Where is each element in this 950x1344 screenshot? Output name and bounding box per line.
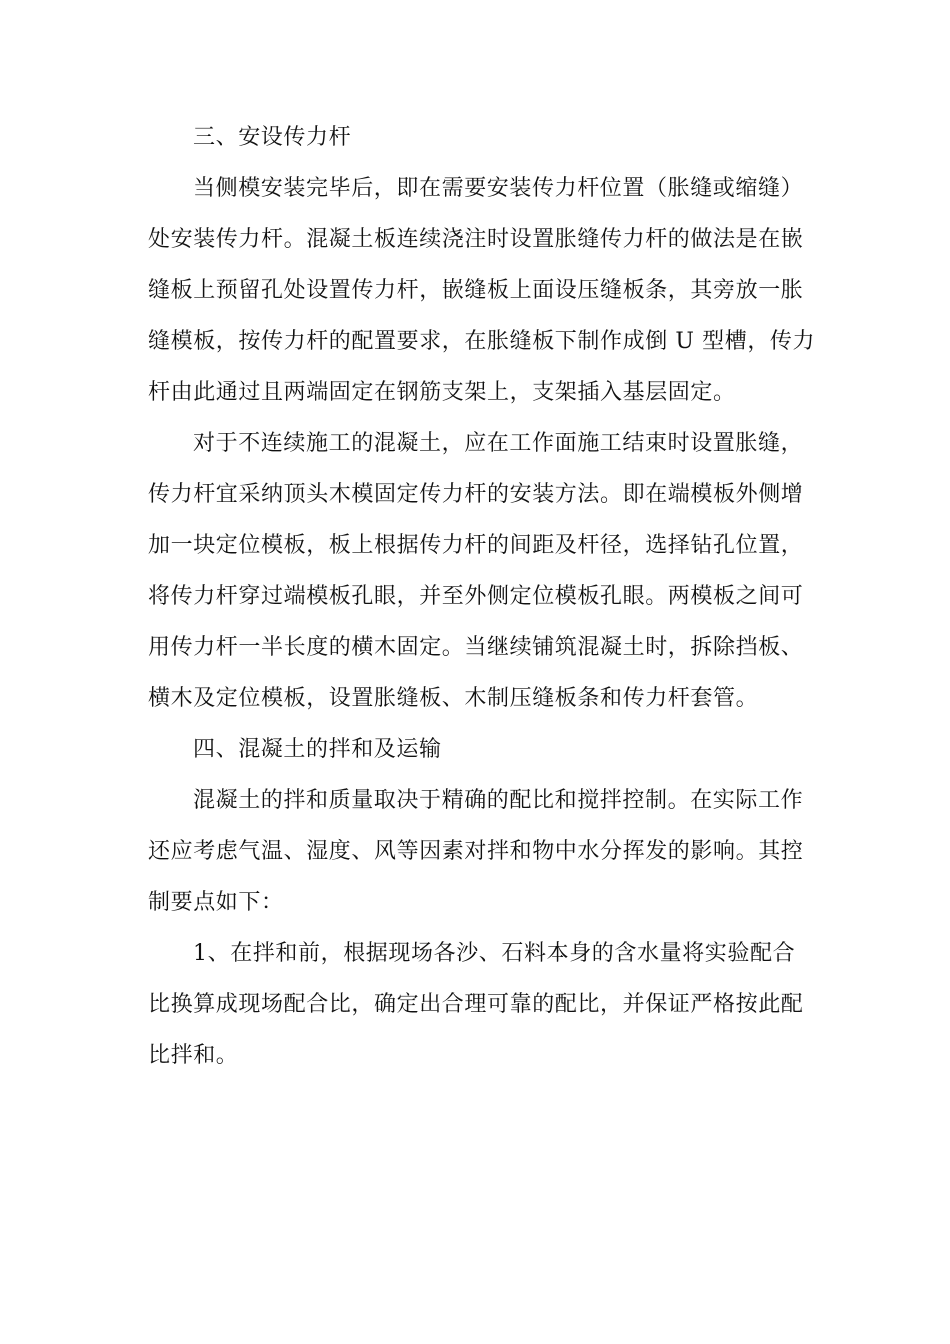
paragraph-line: 传力杆宜采纳顶头木模固定传力杆的安装方法。即在端模板外侧增 (148, 482, 804, 507)
paragraph-line: 横木及定位模板，设置胀缝板、木制压缝板条和传力杆套管。 (148, 686, 759, 711)
paragraph-line: 处安装传力杆。混凝土板连续浇注时设置胀缝传力杆的做法是在嵌 (148, 227, 804, 252)
paragraph-line: 比拌和。 (148, 1043, 239, 1068)
paragraph-line: 加一块定位模板，板上根据传力杆的间距及杆径，选择钻孔位置， (148, 533, 804, 558)
paragraph-line: 比换算成现场配合比，确定出合理可靠的配比，并保证严格按此配 (148, 992, 804, 1017)
paragraph-line: 用传力杆一半长度的横木固定。当继续铺筑混凝土时，拆除挡板、 (148, 635, 804, 660)
paragraph-line: 对于不连续施工的混凝土，应在工作面施工结束时设置胀缝， (193, 431, 804, 456)
section-heading-4 (148, 724, 802, 775)
paragraph-line: 缝板上预留孔处设置传力杆，嵌缝板上面设压缝板条，其旁放一胀 (148, 278, 804, 303)
paragraph-line: 缝模板，按传力杆的配置要求，在胀缝板下制作成倒 U 型槽，传力 (148, 329, 816, 354)
section-heading-3 (148, 112, 802, 163)
paragraph-mix-ratio (148, 928, 802, 1081)
paragraph-line: 杆由此通过且两端固定在钢筋支架上，支架插入基层固定。 (148, 380, 736, 405)
paragraph-line: 1、在拌和前，根据现场各沙、石料本身的含水量将实验配合 (193, 941, 796, 966)
paragraph-line: 还应考虑气温、湿度、风等因素对拌和物中水分挥发的影响。其控 (148, 839, 804, 864)
paragraph-discontinuous-construction (148, 418, 802, 724)
paragraph-line: 当侧模安装完毕后，即在需要安装传力杆位置（胀缝或缩缝） (193, 176, 804, 201)
paragraph-line: 将传力杆穿过端模板孔眼，并至外侧定位模板孔眼。两模板之间可 (148, 584, 804, 609)
paragraph-dowel-installation (148, 163, 816, 418)
paragraph-line: 混凝土的拌和质量取决于精确的配比和搅拌控制。在实际工作 (193, 788, 804, 813)
document-page (148, 112, 816, 1081)
paragraph-mixing-quality (148, 775, 802, 928)
heading-line: 三、安设传力杆 (193, 125, 352, 150)
paragraph-line: 制要点如下： (148, 890, 284, 915)
heading-line: 四、混凝土的拌和及运输 (193, 737, 442, 762)
